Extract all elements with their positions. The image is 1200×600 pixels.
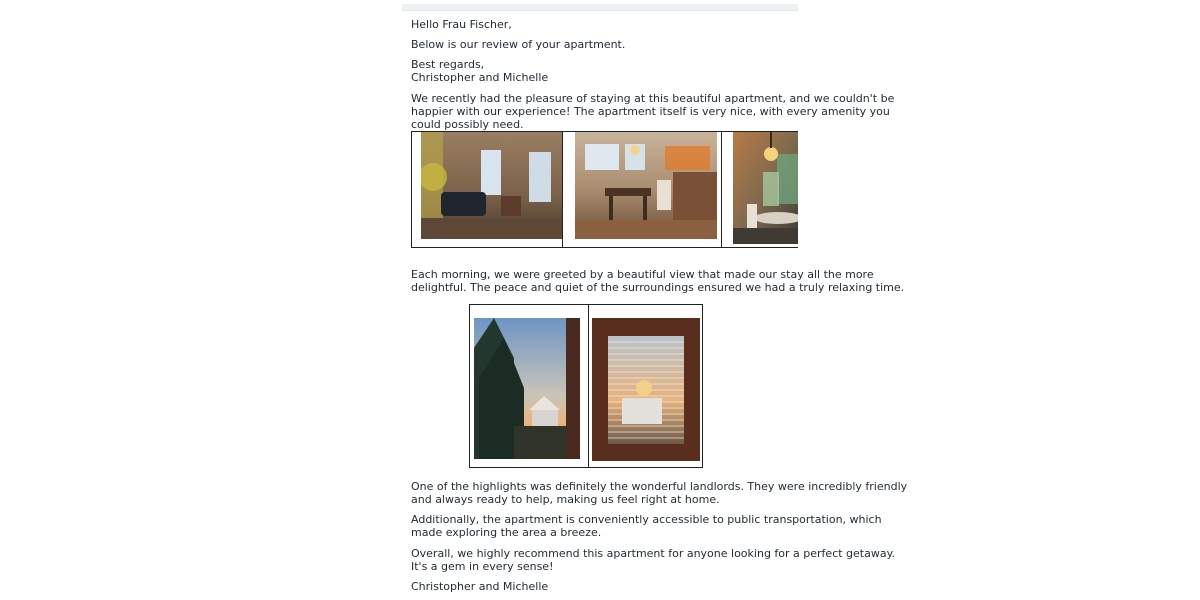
paragraph-4-line-2: made exploring the area a breeze. bbox=[411, 526, 602, 539]
paragraph-3-line-2: and always ready to help, making us feel right at home. bbox=[411, 493, 720, 506]
signature-top: Christopher and Michelle bbox=[411, 71, 549, 84]
greeting: Hello Frau Fischer, bbox=[411, 18, 512, 31]
gallery-divider bbox=[562, 132, 563, 247]
gallery-divider bbox=[721, 132, 722, 247]
gallery-divider bbox=[588, 305, 589, 467]
document-top-bar bbox=[402, 4, 798, 11]
sunrise-window-view-photo bbox=[592, 318, 700, 461]
view-photo-gallery bbox=[469, 304, 703, 468]
paragraph-5-line-1: Overall, we highly recommend this apartment for anyone looking for a perfect getaway. bbox=[411, 547, 896, 560]
paragraph-4-line-1: Additionally, the apartment is conveniently accessible to public transportation, which bbox=[411, 513, 882, 526]
paragraph-5-line-2: It's a gem in every sense! bbox=[411, 560, 554, 573]
interior-photo-gallery bbox=[411, 131, 798, 248]
regards: Best regards, bbox=[411, 58, 485, 71]
paragraph-2-line-1: Each morning, we were greeted by a beautiful view that made our stay all the more bbox=[411, 268, 874, 281]
living-room-photo bbox=[421, 132, 562, 239]
paragraph-2-line-2: delightful. The peace and quiet of the surroundings ensured we had a truly relaxing time. bbox=[411, 281, 905, 294]
paragraph-1-line-3: could possibly need. bbox=[411, 118, 524, 131]
morning-garden-view-photo bbox=[474, 318, 580, 459]
chandelier-dining-photo bbox=[733, 132, 798, 244]
paragraph-1-line-2: happier with our experience! The apartment itself is very nice, with every amenity you bbox=[411, 105, 890, 118]
dining-kitchen-photo bbox=[575, 132, 717, 239]
signature-bottom: Christopher and Michelle bbox=[411, 580, 549, 593]
intro-line: Below is our review of your apartment. bbox=[411, 38, 626, 51]
paragraph-1-line-1: We recently had the pleasure of staying at this beautiful apartment, and we couldn't be bbox=[411, 92, 895, 105]
paragraph-3-line-1: One of the highlights was definitely the wonderful landlords. They were incredibly friendly bbox=[411, 480, 908, 493]
